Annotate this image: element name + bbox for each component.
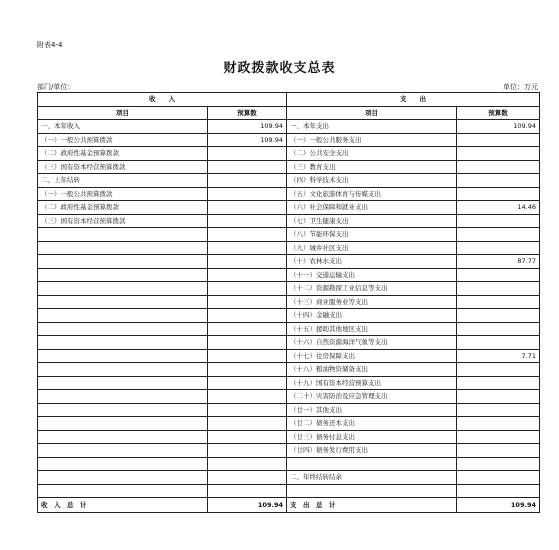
expense-item-header: 项目 xyxy=(287,106,457,120)
income-item-cell xyxy=(38,457,208,471)
expense-item-cell: （五）文化旅游体育与传媒支出 xyxy=(287,187,457,201)
expense-item-cell: （八）节能环保支出 xyxy=(287,228,457,242)
income-item-cell: （三）国有资本经营预算拨款 xyxy=(38,160,208,174)
table-row xyxy=(38,282,540,296)
income-item-cell xyxy=(38,241,208,255)
income-value-cell xyxy=(208,309,287,323)
table-row xyxy=(38,228,540,242)
income-item-cell xyxy=(38,255,208,269)
expense-value-cell xyxy=(457,241,540,255)
income-value-cell xyxy=(208,228,287,242)
income-item-cell: （三）国有资本经营预算拨款 xyxy=(38,214,208,228)
income-item-cell xyxy=(38,282,208,296)
page-title: 财政拨款收支总表 xyxy=(223,61,336,76)
income-item-cell: （一）一般公共预算拨款 xyxy=(38,133,208,147)
expense-value-cell xyxy=(457,174,540,188)
expense-value-cell xyxy=(457,160,540,174)
income-item-cell: 二、上年结转 xyxy=(38,174,208,188)
expense-value-cell xyxy=(457,403,540,417)
expense-value-cell xyxy=(457,336,540,350)
income-value-cell xyxy=(208,444,287,458)
income-value-cell xyxy=(208,484,287,498)
expense-value-cell xyxy=(457,133,540,147)
expense-item-cell: （二）公共安全支出 xyxy=(287,147,457,161)
expense-value-cell xyxy=(457,147,540,161)
income-item-cell xyxy=(38,295,208,309)
income-value-cell xyxy=(208,147,287,161)
budget-summary-table xyxy=(37,92,540,513)
expense-value-cell xyxy=(457,471,540,485)
income-value-cell xyxy=(208,336,287,350)
expense-item-cell: 一、本年支出 xyxy=(287,120,457,134)
table-row xyxy=(38,214,540,228)
income-item-cell xyxy=(38,322,208,336)
expense-item-cell: （廿四）债务发行费用支出 xyxy=(287,444,457,458)
expense-item-cell: （六）社会保障和就业支出 xyxy=(287,201,457,215)
expense-value-cell: 14.46 xyxy=(457,201,540,215)
table-row xyxy=(38,484,540,498)
expense-value-cell xyxy=(457,282,540,296)
income-budget-header: 预算数 xyxy=(208,106,287,120)
expense-value-cell xyxy=(457,430,540,444)
expense-item-cell: 二、年终结转结余 xyxy=(287,471,457,485)
table-row xyxy=(38,268,540,282)
income-value-cell xyxy=(208,376,287,390)
expense-item-cell xyxy=(287,484,457,498)
income-value-cell xyxy=(208,241,287,255)
expense-item-cell: （九）城乡社区支出 xyxy=(287,241,457,255)
unit-label: 单位：万元 xyxy=(503,83,538,91)
table-row xyxy=(38,457,540,471)
table-row xyxy=(38,201,540,215)
income-item-cell xyxy=(38,444,208,458)
expense-value-cell xyxy=(457,417,540,431)
expense-item-cell: （七）卫生健康支出 xyxy=(287,214,457,228)
income-item-cell xyxy=(38,430,208,444)
expense-value-cell: 87.77 xyxy=(457,255,540,269)
expense-item-cell: （十八）粮油物资储备支出 xyxy=(287,363,457,377)
expense-value-cell xyxy=(457,390,540,404)
table-row xyxy=(38,147,540,161)
table-row xyxy=(38,376,540,390)
income-item-cell xyxy=(38,309,208,323)
expense-item-cell: （三）教育支出 xyxy=(287,160,457,174)
expense-header: 支 出 xyxy=(287,93,540,107)
expense-item-cell: （廿一）其他支出 xyxy=(287,403,457,417)
table-body xyxy=(38,120,540,498)
expense-value-cell xyxy=(457,457,540,471)
expense-item-cell: （十）农林水支出 xyxy=(287,255,457,269)
attachment-label: 附表4-4 xyxy=(37,41,63,49)
table-row xyxy=(38,417,540,431)
expense-item-cell xyxy=(287,457,457,471)
table-row xyxy=(38,255,540,269)
income-item-cell: （二）政府性基金预算拨款 xyxy=(38,147,208,161)
table-row xyxy=(38,444,540,458)
expense-item-cell: （十六）自然资源海洋气象等支出 xyxy=(287,336,457,350)
table-row xyxy=(38,120,540,134)
income-item-cell: 一、本年收入 xyxy=(38,120,208,134)
income-item-cell xyxy=(38,484,208,498)
expense-item-cell: （廿三）债务付息支出 xyxy=(287,430,457,444)
income-value-cell xyxy=(208,349,287,363)
expense-value-cell xyxy=(457,268,540,282)
table-row xyxy=(38,336,540,350)
table-row xyxy=(38,390,540,404)
expense-item-cell: （廿二）债务还本支出 xyxy=(287,417,457,431)
expense-value-cell xyxy=(457,187,540,201)
income-item-cell xyxy=(38,363,208,377)
income-item-cell xyxy=(38,349,208,363)
expense-value-cell: 7.71 xyxy=(457,349,540,363)
income-header: 收 入 xyxy=(38,93,287,107)
table-row xyxy=(38,430,540,444)
income-item-cell xyxy=(38,417,208,431)
income-item-cell xyxy=(38,376,208,390)
expense-item-cell: （二十）灾害防治及应急管理支出 xyxy=(287,390,457,404)
expense-item-cell: （十九）国有资本经营预算支出 xyxy=(287,376,457,390)
expense-value-cell xyxy=(457,322,540,336)
table-row xyxy=(38,322,540,336)
income-value-cell xyxy=(208,457,287,471)
income-value-cell xyxy=(208,471,287,485)
expense-budget-header: 预算数 xyxy=(457,106,540,120)
income-value-cell xyxy=(208,201,287,215)
expense-value-cell xyxy=(457,295,540,309)
department-label: 部门/单位： xyxy=(37,83,75,91)
income-item-cell xyxy=(38,471,208,485)
expense-value-cell xyxy=(457,363,540,377)
income-value-cell xyxy=(208,403,287,417)
table-row xyxy=(38,133,540,147)
total-row xyxy=(38,498,540,513)
income-value-cell: 109.94 xyxy=(208,120,287,134)
income-item-cell xyxy=(38,268,208,282)
income-value-cell xyxy=(208,214,287,228)
table-row xyxy=(38,160,540,174)
income-item-cell xyxy=(38,403,208,417)
income-value-cell xyxy=(208,255,287,269)
income-total-label: 收 入 总 计 xyxy=(38,498,208,513)
income-value-cell xyxy=(208,268,287,282)
table-row xyxy=(38,363,540,377)
table-row xyxy=(38,241,540,255)
expense-value-cell xyxy=(457,376,540,390)
income-item-cell xyxy=(38,228,208,242)
income-value-cell xyxy=(208,282,287,296)
expense-item-cell: （十七）住房保障支出 xyxy=(287,349,457,363)
table-row xyxy=(38,471,540,485)
income-value-cell: 109.94 xyxy=(208,133,287,147)
expense-total-value: 109.94 xyxy=(457,498,540,513)
expense-value-cell xyxy=(457,228,540,242)
income-value-cell xyxy=(208,187,287,201)
income-item-cell xyxy=(38,336,208,350)
table-row xyxy=(38,295,540,309)
income-total-value: 109.94 xyxy=(208,498,287,513)
income-item-header: 项目 xyxy=(38,106,208,120)
income-item-cell: （一）一般公共预算拨款 xyxy=(38,187,208,201)
income-value-cell xyxy=(208,390,287,404)
expense-value-cell: 109.94 xyxy=(457,120,540,134)
expense-value-cell xyxy=(457,444,540,458)
expense-item-cell: （十三）商业服务业等支出 xyxy=(287,295,457,309)
income-item-cell: （二）政府性基金预算拨款 xyxy=(38,201,208,215)
table-row xyxy=(38,349,540,363)
expense-item-cell: （十二）资源勘探工业信息等支出 xyxy=(287,282,457,296)
income-value-cell xyxy=(208,322,287,336)
income-value-cell xyxy=(208,295,287,309)
expense-item-cell: （十一）交通运输支出 xyxy=(287,268,457,282)
expense-item-cell: （十四）金融支出 xyxy=(287,309,457,323)
income-value-cell xyxy=(208,174,287,188)
table-row xyxy=(38,309,540,323)
expense-item-cell: （一）一般公共服务支出 xyxy=(287,133,457,147)
expense-value-cell xyxy=(457,214,540,228)
expense-value-cell xyxy=(457,309,540,323)
income-value-cell xyxy=(208,363,287,377)
table-row xyxy=(38,174,540,188)
expense-value-cell xyxy=(457,484,540,498)
expense-item-cell: （四）科学技术支出 xyxy=(287,174,457,188)
income-item-cell xyxy=(38,390,208,404)
expense-total-label: 支 出 总 计 xyxy=(287,498,457,513)
table-row xyxy=(38,403,540,417)
expense-item-cell: （十五）援助其他地区支出 xyxy=(287,322,457,336)
table-row xyxy=(38,187,540,201)
income-value-cell xyxy=(208,160,287,174)
income-value-cell xyxy=(208,417,287,431)
income-value-cell xyxy=(208,430,287,444)
